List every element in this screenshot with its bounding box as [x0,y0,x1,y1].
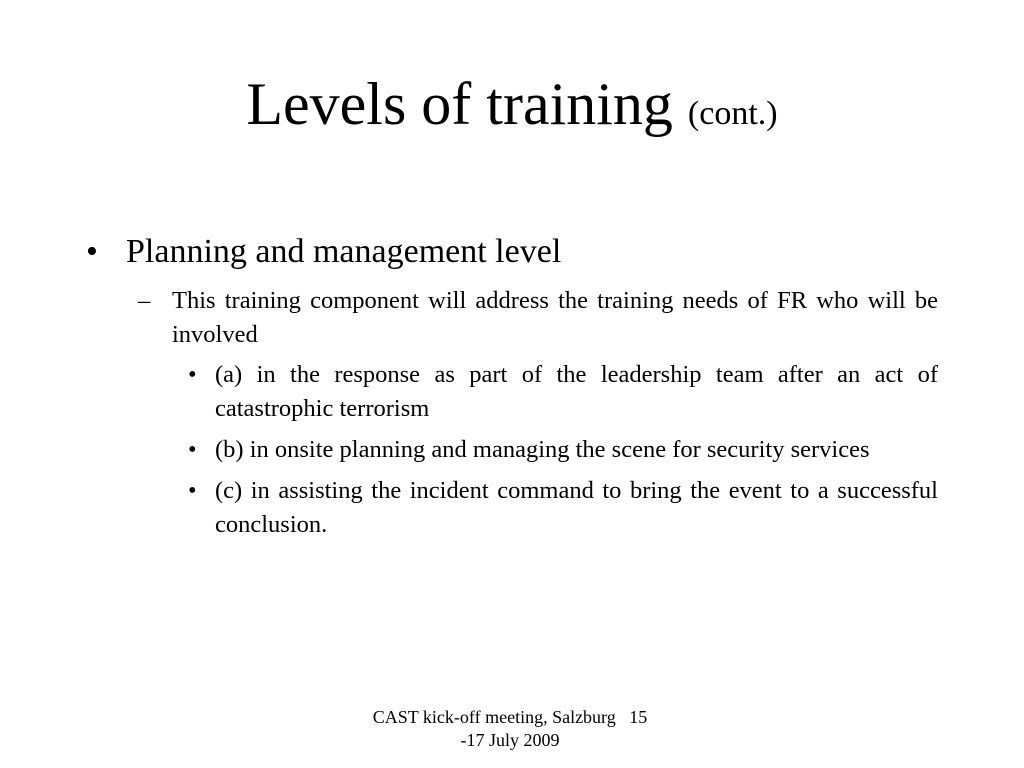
footer-line-2: -17 July 2009 [460,730,560,750]
bullet-icon: • [188,361,197,388]
bullet-icon: • [86,233,98,270]
bullet-icon: • [188,436,197,463]
sub-item-level2 [138,284,938,352]
sub-sub-item-c [188,474,938,542]
footer-line-1: CAST kick-off meeting, Salzburg 15 [372,707,648,727]
sub-sub-item-text: (b) in onsite planning and managing the scene for security services [215,436,870,463]
slide-content [86,232,938,542]
dash-icon: – [138,287,151,314]
bullet-text: Planning and management level [126,233,562,270]
bullet-item-level1 [86,232,938,272]
slide-title [0,68,1024,150]
sub-sub-item-b [188,433,938,467]
slide-title-main: Levels of training [246,71,673,137]
slide-title-suffix: (cont.) [687,95,778,132]
slide-footer [340,706,680,752]
sub-item-text: This training component will address the training needs of FR who will be involved [172,287,938,348]
sub-sub-item-text: (a) in the response as part of the leadership team after an act of catastrophic terrorism [215,361,938,422]
sub-sub-item-a [188,358,938,426]
sub-sub-item-text: (c) in assisting the incident command to bring the event to a successful conclusion. [215,477,938,538]
bullet-icon: • [188,477,197,504]
